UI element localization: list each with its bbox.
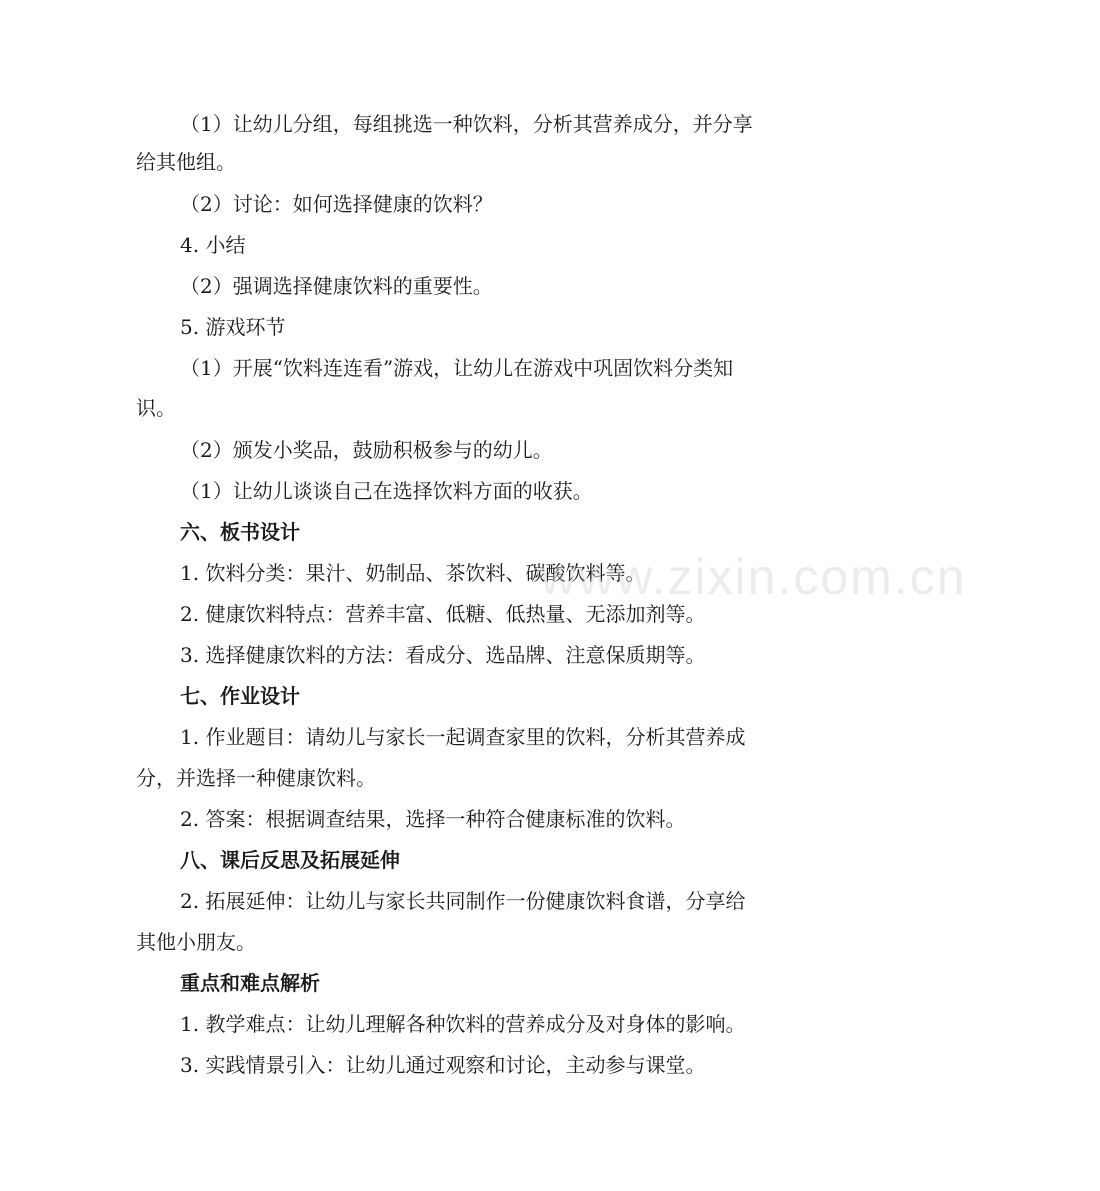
list-item-continuation: 其他小朋友。 xyxy=(136,930,256,954)
paragraph-line: （1）让幼儿分组，每组挑选一种饮料，分析其营养成分，并分享 xyxy=(180,112,753,136)
list-item: 1. 作业题目：请幼儿与家长一起调查家里的饮料，分析其营养成 xyxy=(180,725,746,749)
watermark: www.zixin.com.cn xyxy=(540,549,967,605)
paragraph-line: 识。 xyxy=(136,396,176,420)
paragraph-line: （1）让幼儿谈谈自己在选择饮料方面的收获。 xyxy=(180,479,593,503)
list-item-continuation: 分，并选择一种健康饮料。 xyxy=(136,766,376,790)
section-heading: 重点和难点解析 xyxy=(180,971,320,995)
list-item: 1. 饮料分类：果汁、奶制品、茶饮料、碳酸饮料等。 xyxy=(180,561,646,585)
section-heading-line: 5. 游戏环节 xyxy=(180,315,286,339)
list-item: 3. 选择健康饮料的方法：看成分、选品牌、注意保质期等。 xyxy=(180,643,706,667)
paragraph-line: （2）颁发小奖品，鼓励积极参与的幼儿。 xyxy=(180,438,553,462)
list-item: 2. 答案：根据调查结果，选择一种符合健康标准的饮料。 xyxy=(180,807,686,831)
list-item: 3. 实践情景引入：让幼儿通过观察和讨论，主动参与课堂。 xyxy=(180,1053,706,1077)
section-heading: 八、课后反思及拓展延伸 xyxy=(180,848,400,872)
paragraph-line: （1）开展“饮料连连看”游戏，让幼儿在游戏中巩固饮料分类知 xyxy=(180,356,734,380)
section-heading-line: 4. 小结 xyxy=(180,233,246,257)
section-heading: 六、板书设计 xyxy=(180,520,300,544)
list-item: 2. 拓展延伸：让幼儿与家长共同制作一份健康饮料食谱，分享给 xyxy=(180,889,746,913)
paragraph-line: 给其他组。 xyxy=(136,150,236,174)
paragraph-line: （2）讨论：如何选择健康的饮料？ xyxy=(180,192,493,216)
paragraph-line: （2）强调选择健康饮料的重要性。 xyxy=(180,274,493,298)
list-item: 2. 健康饮料特点：营养丰富、低糖、低热量、无添加剂等。 xyxy=(180,602,706,626)
section-heading: 七、作业设计 xyxy=(180,684,300,708)
list-item: 1. 教学难点：让幼儿理解各种饮料的营养成分及对身体的影响。 xyxy=(180,1012,746,1036)
